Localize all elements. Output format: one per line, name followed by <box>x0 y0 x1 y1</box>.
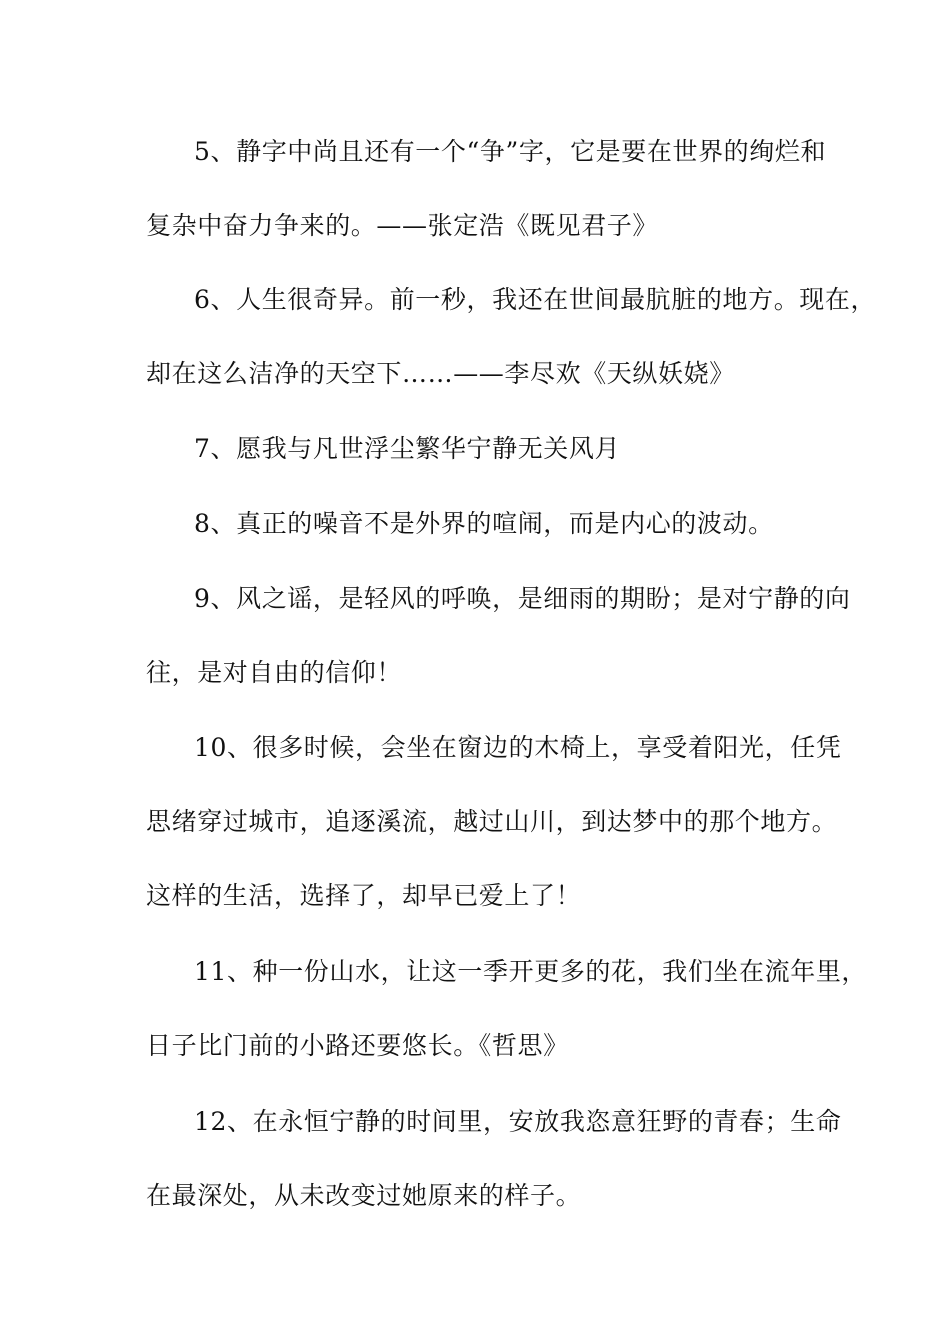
paragraph-line: 复杂中奋力争来的。——张定浩《既见君子》 <box>146 211 659 240</box>
paragraph-line: 9、风之谣，是轻风的呼唤，是细雨的期盼；是对宁静的向 <box>194 584 851 613</box>
quote-paragraph-11 <box>146 935 868 1083</box>
paragraph-line: 11、种一份山水，让这一季开更多的花，我们坐在流年里， <box>194 957 868 986</box>
quote-paragraph-7 <box>146 412 826 486</box>
paragraph-line: 6、人生很奇异。前一秒，我还在世间最肮脏的地方。现在， <box>194 285 877 314</box>
paragraph-line: 12、在永恒宁静的时间里，安放我恣意狂野的青春；生命 <box>194 1107 842 1136</box>
paragraph-line: 10、很多时候，会坐在窗边的木椅上，享受着阳光，任凭 <box>194 733 842 762</box>
quote-paragraph-8 <box>146 487 826 561</box>
paragraph-line: 却在这么洁净的天空下……——李尽欢《天纵妖娆》 <box>146 359 735 388</box>
paragraph-line: 这样的生活，选择了，却早已爱上了！ <box>146 881 582 910</box>
paragraph-line: 7、愿我与凡世浮尘繁华宁静无关风月 <box>194 434 621 463</box>
paragraph-line: 5、静字中尚且还有一个“争”字，它是要在世界的绚烂和 <box>194 137 827 166</box>
paragraph-line: 思绪穿过城市，追逐溪流，越过山川，到达梦中的那个地方。 <box>146 807 838 836</box>
paragraph-line: 8、真正的噪音不是外界的喧闹，而是内心的波动。 <box>194 509 774 538</box>
quote-paragraph-12 <box>146 1085 842 1233</box>
paragraph-line: 往，是对自由的信仰！ <box>146 658 403 687</box>
paragraph-line: 在最深处，从未改变过她原来的样子。 <box>146 1181 582 1210</box>
paragraph-line: 日子比门前的小路还要悠长。《哲思》 <box>146 1031 569 1060</box>
quote-paragraph-5 <box>146 115 826 263</box>
quote-paragraph-10 <box>146 711 842 933</box>
quote-paragraph-9 <box>146 562 851 710</box>
quote-paragraph-6 <box>146 263 877 411</box>
